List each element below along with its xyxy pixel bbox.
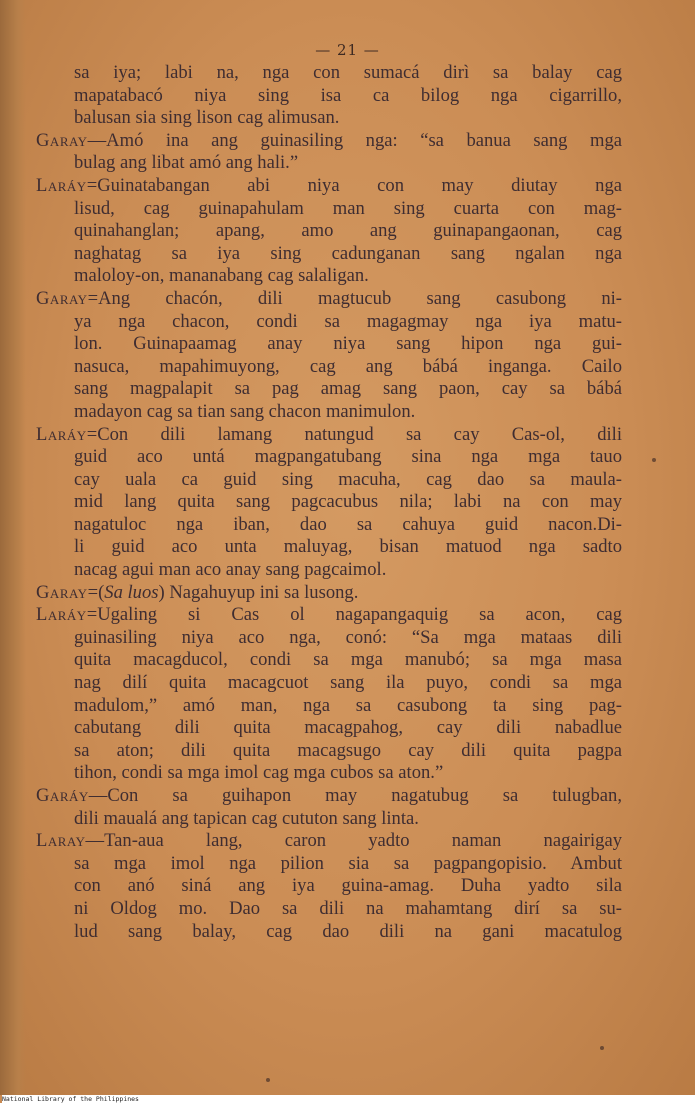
text-line	[36, 243, 622, 266]
text-line	[36, 446, 622, 469]
text-line	[36, 627, 622, 650]
speaker-name: Garay	[36, 287, 88, 309]
text-line	[36, 740, 622, 763]
line-text: =Ugaling si Cas ol nagapangaquig sa acon, cag	[86, 604, 622, 626]
line-text: sang magpalapit sa pag amag sang paon, cay sa bábá	[74, 378, 622, 400]
line-text: madulom,” amó man, nga sa casubong ta sing pag-	[74, 694, 622, 716]
text-line	[36, 62, 622, 85]
line-text: maloloy-on, mananabang cag salaligan.	[74, 265, 369, 287]
text-line	[36, 333, 622, 356]
text-line	[36, 311, 622, 334]
line-text: sa aton; dili quita macagsugo cay dili quita pagpa	[74, 739, 622, 761]
page-body-text	[36, 62, 622, 943]
line-text: tihon, condi sa mga imol cag mga cubos sa aton.”	[74, 762, 444, 784]
line-text: nacag agui man aco anay sang pagcaimol.	[74, 559, 387, 581]
line-text: mapatabacó niya sing isa ca bilog nga cigarrillo,	[74, 84, 622, 106]
line-text: dili maualá ang tapican cag cututon sang linta.	[74, 807, 419, 829]
text-line	[36, 175, 622, 198]
line-text: con anó siná ang iya guina-amag. Duha yadto sila	[74, 875, 622, 897]
text-line	[36, 288, 622, 311]
paper-speck	[266, 1078, 270, 1082]
line-text: =Con dili lamang natungud sa cay Cas-ol, dili	[86, 423, 622, 445]
speaker-name: Garay	[36, 581, 88, 603]
line-text: cay uala ca guid sing macuha, cag dao sa maula-	[74, 468, 622, 490]
line-text: bulag ang libat amó ang hali.”	[74, 152, 299, 174]
text-line	[36, 130, 622, 153]
line-text: —Amó ina ang guinasiling nga: “sa banua sang mga	[87, 129, 622, 151]
line-text: lud sang balay, cag dao dili na gani macatulog	[74, 920, 622, 942]
text-line	[36, 717, 622, 740]
text-line	[36, 898, 622, 921]
line-text: naghatag sa iya sing cadunganan sang ngalan nga	[74, 242, 622, 264]
line-text: guinasiling niya aco nga, conó: “Sa mga mataas dili	[74, 626, 622, 648]
text-line	[36, 921, 622, 944]
line-text: lisud, cag guinapahulam man sing cuarta con mag-	[74, 197, 622, 219]
paper-speck	[652, 458, 656, 462]
line-text: guid aco untá magpangatubang sina nga mga tauo	[74, 446, 622, 468]
text-line	[36, 785, 622, 808]
text-line	[36, 85, 622, 108]
speaker-name: Garáy	[36, 785, 89, 806]
page-binding-edge	[0, 0, 26, 1095]
line-text: madayon cag sa tian sang chacon manimulon.	[74, 400, 416, 422]
line-text: quinahanglan; apang, amo ang guinapangaonan, cag	[74, 220, 622, 242]
text-line	[36, 604, 622, 627]
speaker-name: Laráy	[36, 423, 87, 445]
line-text: nagatuloc nga iban, dao sa cahuya guid nacon.Di-	[74, 513, 622, 535]
text-line	[36, 198, 622, 221]
line-text: =(Sa luos) Nagahuyup ini sa lusong.	[87, 581, 359, 603]
text-line	[36, 220, 622, 243]
speaker-name: Laráy	[36, 604, 87, 626]
text-line	[36, 875, 622, 898]
line-text: sa mga imol nga pilion sia sa pagpangopisio. Ambut	[74, 852, 622, 874]
line-text: mid lang quita sang pagcacubus nila; labi na con may	[74, 491, 622, 513]
line-text: nasuca, mapahimuyong, cag ang bábá inganga. Cailo	[74, 355, 622, 377]
text-line	[36, 672, 622, 695]
paper-speck	[600, 1046, 604, 1050]
library-footer: National Library of the Philippines	[2, 1095, 695, 1103]
speaker-name: Laráy	[36, 174, 87, 196]
text-line	[36, 107, 622, 130]
line-text: —Tan-aua lang, caron yadto naman nagairigay	[85, 830, 622, 852]
line-text: =Guinatabangan abi niya con may diutay nga	[86, 174, 622, 196]
text-line	[36, 491, 622, 514]
line-text: lon. Guinapaamag anay niya sang hipon nga gui-	[74, 333, 622, 355]
text-line	[36, 152, 622, 175]
text-line	[36, 265, 622, 288]
text-line	[36, 514, 622, 537]
line-text: sa iya; labi na, nga con sumacá dirì sa balay cag	[74, 62, 622, 83]
line-text: cabutang dili quita macagpahog, cay dili nabadlue	[74, 717, 622, 739]
text-line	[36, 695, 622, 718]
text-line	[36, 536, 622, 559]
text-line	[36, 649, 622, 672]
text-line	[36, 582, 622, 605]
speaker-name: Laray	[36, 830, 86, 852]
line-text: quita macagducol, condi sa mga manubó; sa mga masa	[74, 649, 622, 671]
line-text: ya nga chacon, condi sa magagmay nga iya matu-	[74, 310, 622, 332]
line-text: nag dilí quita macagcuot sang ila puyo, condi sa mga	[74, 672, 622, 694]
text-line	[36, 808, 622, 831]
text-line	[36, 401, 622, 424]
line-text: —Con sa guihapon may nagatubug sa tulugban,	[88, 785, 622, 806]
line-text: li guid aco unta maluyag, bisan matuod nga sadto	[74, 536, 622, 558]
line-text: ni Oldog mo. Dao sa dili na mahamtang dirí sa su-	[74, 897, 622, 919]
text-line	[36, 469, 622, 492]
text-line	[36, 762, 622, 785]
page-number: — 21 —	[315, 41, 380, 59]
text-line	[36, 559, 622, 582]
text-line	[36, 356, 622, 379]
text-line	[36, 424, 622, 447]
line-text: balusan sia sing lison cag alimusan.	[74, 107, 340, 129]
text-line	[36, 378, 622, 401]
line-text: =Ang chacón, dili magtucub sang casubong ni-	[87, 287, 622, 309]
text-line	[36, 853, 622, 876]
speaker-name: Garay	[36, 129, 88, 151]
stage-direction: Sa luos	[104, 581, 159, 603]
text-line	[36, 830, 622, 853]
